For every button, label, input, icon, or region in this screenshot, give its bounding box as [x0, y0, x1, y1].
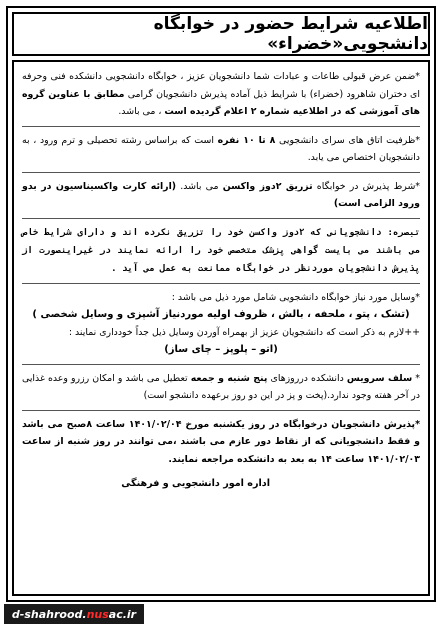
paragraph-required-items-intro: *وسایل مورد نیاز خوابگاه دانشجویی شامل مورد ذیل می باشد :: [171, 291, 420, 303]
paragraph-capacity: *ظرفیت اتاق های سرای دانشجویی ۸ تا ۱۰ نفره است که براساس رشته تحصیلی و ترم ورود ، به دانشجویان اختصاص می یابد.: [22, 134, 421, 163]
paragraph-intro: *ضمن عرض قبولی طاعات و عبادات شما دانشجویان عزیز ، خوابگاه دانشجویی دانشکده فنی وحرفه ای دختران شاهرود (خضراء) با شرایط ذیل آماده پذیرش دانشجویان گرامی مطابق با عناوین گروه های آموزشی که در اطلاعیه شماره ۲ اعلام گردیده است ، می باشد.: [22, 71, 420, 117]
signature: اداره امور دانشجویی و فرهنگی: [121, 478, 270, 489]
divider: [22, 126, 420, 127]
notice-title: اطلاعیه شرایط حضور در خوابگاه دانشجویی«خضراء»: [12, 12, 430, 56]
required-items-list: (تشک ، پتو ، ملحفه ، بالش ، ظروف اولیه موردنیاز آشپزی و وسایل شخصی ): [32, 309, 410, 320]
divider: [22, 172, 420, 173]
divider: [22, 364, 420, 365]
divider: [22, 218, 420, 219]
paragraph-exception-note: تبصره: دانشجویانی که ۲دوز واکسن خود را تزریق نکرده اند و دارای شرایط خاص می باشند می بایست گواهی پزشک متخصص خود را ارائه نمایند در غیراینصورت از پذیرش دانشجویان موردنظر در خوابگاه ممانعت به عمل می آید .: [22, 227, 420, 274]
website-link[interactable]: d-shahrood. nus ac.ir: [4, 604, 144, 624]
divider: [22, 410, 420, 411]
paragraph-self-service: * سلف سرویس دانشکده درروزهای پنج شنبه و جمعه تعطیل می باشد و امکان رزرو وعده غذایی در آخر هفته وجود ندارد.(پخت و پز در این دو روز برعهده دانشجو است): [22, 372, 420, 401]
paragraph-forbidden-items-intro: ++لازم به ذکر است که دانشجویان عزیز از بهمراه آوردن وسایل ذیل جداً خودداری نمایند :: [68, 326, 420, 338]
paragraph-admission-date: *پذیرش دانشجویان درخوابگاه در روز یکشنبه مورخ ۱۴۰۱/۰۲/۰۴ ساعت ۸صبح می باشد و فقط دانشجویانی که از نقاط دور عازم می باشند ،می توانند در روز شنبه از ساعت ۱۴۰۱/۰۲/۰۳ ساعت ۱۴ به بعد به دانشکده مراجعه نمایند.: [22, 418, 420, 465]
forbidden-items-list: (اتو – پلوپز – چای ساز): [164, 344, 278, 355]
notice-body: [12, 60, 430, 596]
paragraph-vaccine: *شرط پذیرش در خوابگاه تزریق ۲دوز واکسن می باشد. (ارائه کارت واکسیناسیون در بدو ورود الزامی است): [22, 180, 420, 209]
notice-frame: [6, 6, 436, 602]
divider: [22, 283, 420, 284]
